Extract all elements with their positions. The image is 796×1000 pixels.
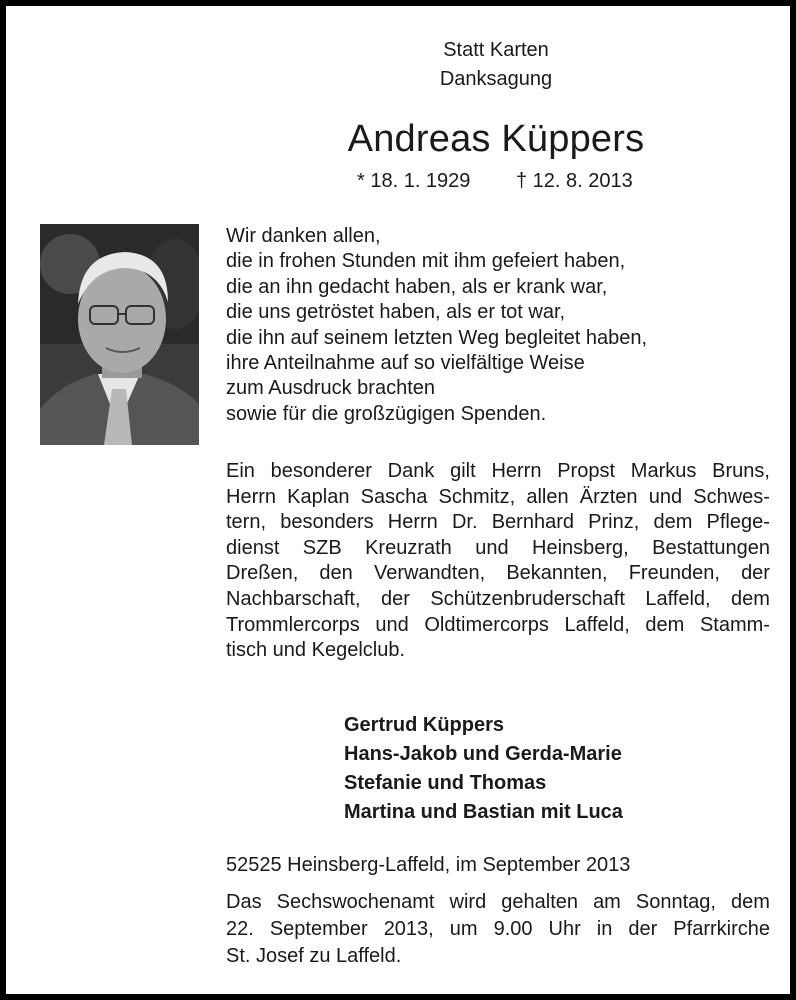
word: allen xyxy=(526,485,569,508)
family-signatures xyxy=(344,711,623,827)
word: Herrn xyxy=(387,511,438,534)
thanks-line xyxy=(226,510,770,536)
word: besonders xyxy=(280,511,374,534)
mass-line xyxy=(226,889,770,916)
word: Bekannten, xyxy=(506,562,608,585)
word: Verwandten, xyxy=(373,562,486,585)
word: Propst xyxy=(557,460,616,482)
word: Dr. xyxy=(451,511,478,534)
thanks-line xyxy=(226,536,770,562)
word: der xyxy=(380,587,410,610)
word: Pfarrkirche xyxy=(673,918,770,940)
family-member: Stefanie und Thomas xyxy=(344,772,547,794)
word: Laffeld, xyxy=(564,613,630,636)
header-statt-karten: Statt Karten xyxy=(443,39,549,61)
word: Schützenbruderschaft xyxy=(430,587,625,610)
word: Ein xyxy=(226,460,255,482)
deceased-name: Andreas Küppers xyxy=(347,118,645,160)
thanks-line-last: tisch und Kegelclub. xyxy=(226,639,406,662)
word: in xyxy=(596,918,613,940)
birth-date: * 18. 1. 1929 xyxy=(357,170,471,192)
word: Freunden, xyxy=(628,562,720,585)
word: Bruns, xyxy=(712,460,770,482)
word: 22. xyxy=(226,918,254,940)
word: Schmitz, xyxy=(438,485,516,508)
word: gehalten xyxy=(501,891,579,913)
word: Herrn xyxy=(491,460,542,482)
word: Heinsberg, xyxy=(532,536,629,559)
word: Uhr xyxy=(548,918,581,940)
word: dem xyxy=(731,891,770,913)
word: Kreuzrath xyxy=(365,536,452,559)
word: und xyxy=(375,613,409,636)
word: Prinz, xyxy=(588,511,640,534)
word: Sechswochenamt xyxy=(276,891,435,913)
mass-line-last: St. Josef zu Laffeld. xyxy=(226,945,402,967)
word: den xyxy=(319,562,353,585)
thanks-line xyxy=(226,561,770,587)
word: Ärzten xyxy=(579,485,638,508)
word: SZB xyxy=(302,536,342,559)
word: Markus xyxy=(630,460,697,482)
thanks-line xyxy=(226,613,770,639)
poem-line: Wir danken allen, xyxy=(226,225,381,247)
word: dem xyxy=(653,511,693,534)
word: Schwes- xyxy=(693,485,770,508)
word: um xyxy=(449,918,478,940)
word: tern, xyxy=(226,511,267,534)
life-dates xyxy=(6,168,796,194)
word: Kaplan xyxy=(287,485,350,508)
word: Dreßen, xyxy=(226,562,299,585)
place-and-date: 52525 Heinsberg-Laffeld, im September 2013 xyxy=(226,854,631,876)
word: dem xyxy=(645,613,685,636)
word: Laffeld, xyxy=(645,587,711,610)
word: September xyxy=(269,918,368,940)
header-danksagung: Danksagung xyxy=(439,68,553,90)
family-member: Martina und Bastian mit Luca xyxy=(344,801,623,823)
word: Bernhard xyxy=(491,511,574,534)
thanks-poem xyxy=(226,224,647,427)
poem-line: die ihn auf seinem letzten Weg begleitet haben, xyxy=(226,326,648,349)
poem-line: die in frohen Stunden mit ihm gefeiert haben, xyxy=(226,250,626,273)
word: Oldtimercorps xyxy=(424,613,549,636)
poem-line: die uns getröstet haben, als er tot war, xyxy=(226,301,566,324)
word: Das xyxy=(226,891,262,913)
poem-line: die an ihn gedacht haben, als er krank war, xyxy=(226,275,608,298)
word: Nachbarschaft, xyxy=(226,587,361,610)
thanks-line xyxy=(226,459,770,485)
word: 9.00 xyxy=(493,918,533,940)
poem-line: zum Ausdruck brachten xyxy=(226,377,435,400)
word: der xyxy=(628,918,658,940)
word: Herrn xyxy=(226,485,277,508)
word: dem xyxy=(731,587,770,610)
word: und xyxy=(475,536,509,559)
word: gilt xyxy=(450,460,476,482)
poem-line: sowie für die großzügigen Spenden. xyxy=(226,402,547,425)
word: 2013, xyxy=(383,918,434,940)
word: Sascha xyxy=(360,485,428,508)
word: Sonntag, xyxy=(635,891,716,913)
word: Pflege- xyxy=(706,511,770,534)
word: dienst xyxy=(226,536,280,559)
portrait-photo xyxy=(40,224,199,445)
mass-announcement xyxy=(226,889,770,970)
word: Dank xyxy=(387,460,435,482)
family-member: Gertrud Küppers xyxy=(344,714,505,736)
word: Trommlercorps xyxy=(226,613,360,636)
word: Bestattungen xyxy=(652,536,770,559)
word: besonderer xyxy=(270,460,372,482)
mass-line xyxy=(226,916,770,943)
thanks-line xyxy=(226,587,770,613)
word: wird xyxy=(449,891,487,913)
death-date: † 12. 8. 2013 xyxy=(516,170,633,192)
word: und xyxy=(648,485,683,508)
word: der xyxy=(741,562,770,585)
word: am xyxy=(593,891,621,913)
word: Stamm- xyxy=(699,613,770,636)
special-thanks-paragraph xyxy=(226,459,770,664)
thanks-line xyxy=(226,485,770,511)
family-member: Hans-Jakob und Gerda-Marie xyxy=(344,743,622,765)
poem-line: ihre Anteilnahme auf so vielfältige Weise xyxy=(226,351,585,374)
